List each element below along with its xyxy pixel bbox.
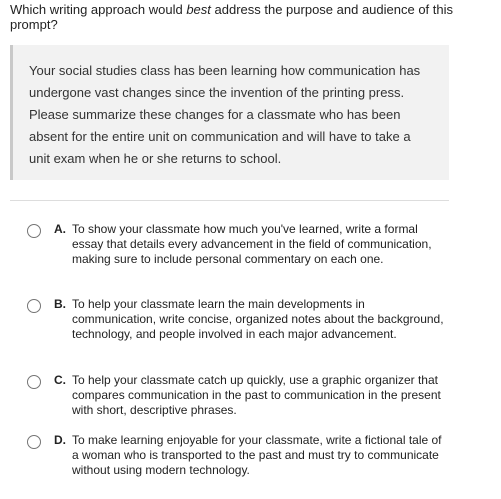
radio-button-d[interactable] [27, 435, 41, 449]
choice-text-c: To help your classmate catch up quickly, use a graphic organizer that compares communication in the past to communication in the present with short, descriptive phrases. [72, 373, 441, 417]
choice-text-d: To make learning enjoyable for your classmate, write a fictional tale of a woman who is transported to the past and must try to communicate without using modern technology. [72, 433, 442, 477]
question-text-end: address the purpose and audience of this prompt? [10, 2, 454, 32]
choice-letter-c: C. [54, 373, 66, 387]
radio-button-b[interactable] [27, 299, 41, 313]
choice-letter-b: B. [54, 297, 66, 311]
question-emphasis: best [186, 2, 211, 17]
choice-letter-a: A. [54, 222, 66, 236]
choice-text-b: To help your classmate learn the main developments in communication, write concise, organized notes about the background, technology, and people involved in each major advancement. [72, 297, 444, 341]
radio-button-c[interactable] [27, 375, 41, 389]
question-text [10, 2, 490, 32]
radio-button-a[interactable] [27, 224, 41, 238]
question-text-start: Which writing approach would [10, 2, 187, 17]
divider [10, 200, 449, 201]
writing-prompt-text: Your social studies class has been learning how communication has undergone vast changes since the invention of the printing press. Please summarize these changes for a classmate who has been absent for the entire unit on communication and will have to take a unit exam when he or she returns to school. [29, 63, 421, 166]
choice-text-a: To show your classmate how much you've learned, write a formal essay that details every advancement in the field of communication, making sure to include personal commentary on each one. [72, 222, 432, 266]
choice-letter-d: D. [54, 433, 66, 447]
writing-prompt-box [10, 45, 449, 180]
